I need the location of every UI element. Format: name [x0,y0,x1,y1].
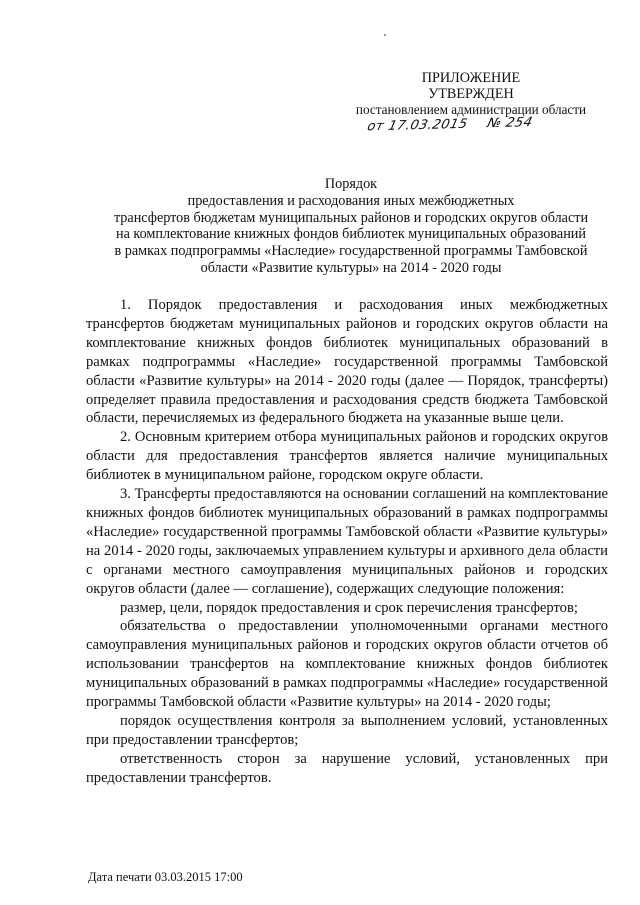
heading-line: области «Развитие культуры» на 2014 - 2020 годы [200,259,502,276]
approval-appendix-label: ПРИЛОЖЕНИЕ [421,70,521,86]
heading-line: на комплектование книжных фондов библиотек муниципальных образований [116,226,586,243]
approval-resolution-label: постановлением администрации области [355,102,587,117]
scan-speck [384,34,386,36]
heading-line: в рамках подпрограммы «Наследие» государственной программы Тамбовской [114,243,588,260]
heading-title: Порядок [324,176,378,192]
provision-item: размер, цели, порядок предоставления и срок перечисления трансфертов; [120,599,578,616]
handwritten-number: № 254 [485,115,534,132]
paragraph-3: 3. Трансферты предоставляются на основании соглашений на комплектование книжных фондов библиотек муниципальных образований в рамках подпрограммы «Наследие» государственной программы Тамбовской области «Развитие культуры» на 2014 - 2020 годы, заключаемых управлением культуры и архивного дела области с органами местного самоуправления муниципальных районов и городских округов области (далее — соглашение), содержащих следующие положения: [86,486,608,597]
provision-item: порядок осуществления контроля за выполнением условий, установленных при предоставлении трансфертов; [86,712,608,748]
print-date-footer: Дата печати 03.03.2015 17:00 [88,870,243,884]
approval-approved-label: УТВЕРЖДЕН [428,86,514,102]
paragraph-1: 1. Порядок предоставления и расходования иных межбюджетных трансфертов бюджетам муниципальных районов и городских округов области на комплектование книжных фондов библиотек муниципальных образований в рамках подпрограммы «Наследие» государственной программы Тамбовской области «Развитие культуры» на 2014 - 2020 годы (далее — Порядок, трансферты) определяет правила предоставления и расходования средств бюджета Тамбовской области, перечисляемых из федерального бюджета на указанные выше цели. [86,297,608,427]
document-body [86,296,608,788]
approval-block [336,70,606,118]
provision-item: обязательства о предоставлении уполномоченными органами местного самоуправления муниципальных районов и городских округов области отчетов об использовании трансфертов на комплектование книжных фондов библиотек муниципальных образований в рамках подпрограммы «Наследие» государственной программы Тамбовской области «Развитие культуры» на 2014 - 2020 годы; [86,618,608,711]
document-heading [86,176,616,277]
heading-line: трансфертов бюджетам муниципальных районов и городских округов области [113,209,589,226]
handwritten-date: от 17.03.2015 [365,116,470,135]
heading-line: предоставления и расходования иных межбюджетных [187,192,515,209]
provision-item: ответственность сторон за нарушение условий, установленных при предоставлении трансфертов. [86,750,608,786]
paragraph-2: 2. Основным критерием отбора муниципальных районов и городских округов области для предоставления трансфертов является наличие муниципальных библиотек в муниципальном районе, городском округе области. [86,429,608,484]
